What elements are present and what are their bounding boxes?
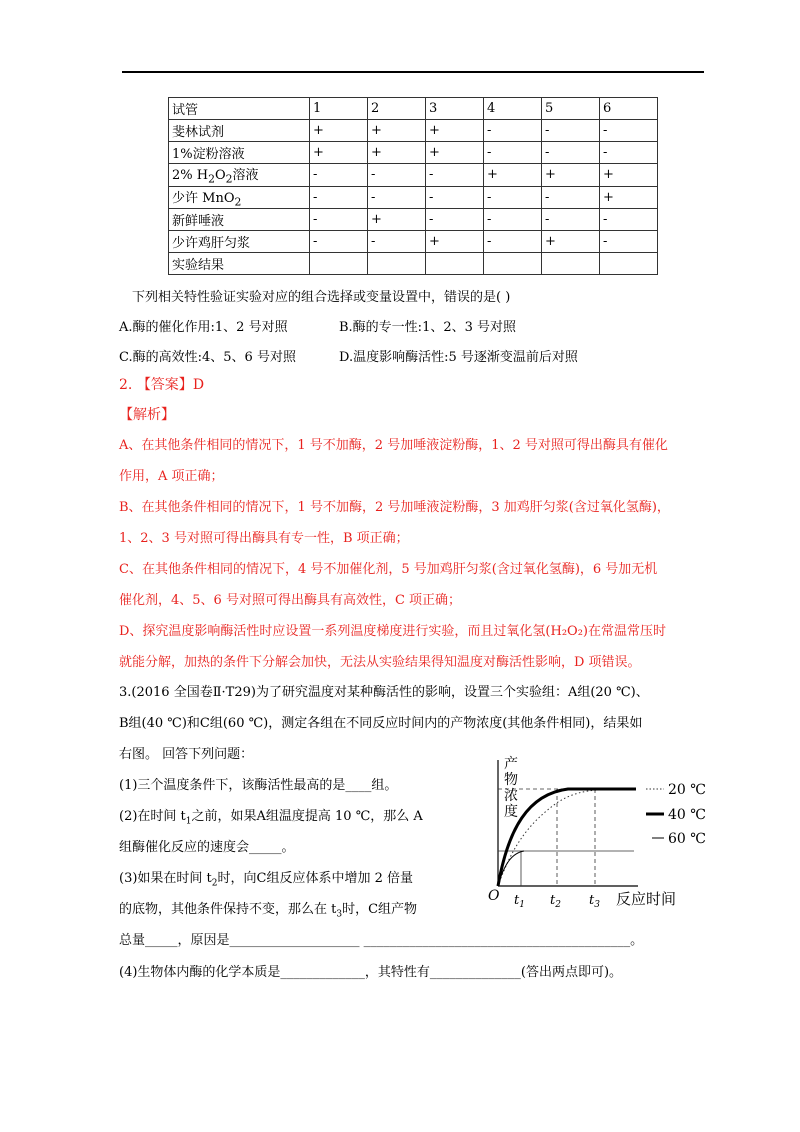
table-cell: + <box>368 120 426 142</box>
series-40c-line <box>498 789 636 886</box>
table-cell <box>426 253 484 275</box>
row-label: 新鲜唾液 <box>169 209 310 231</box>
table-row <box>169 253 658 275</box>
q3-sub2-cont: 组酶催化反应的速度会_____。 <box>119 840 295 855</box>
table-cell: - <box>426 209 484 231</box>
row-label: 少许鸡肝匀浆 <box>169 231 310 253</box>
table-row <box>169 186 658 209</box>
legend-20c-label: 20 ℃ <box>668 782 706 798</box>
table-cell: + <box>484 164 542 187</box>
table-cell: - <box>600 142 658 164</box>
table-cell: 5 <box>542 98 600 120</box>
q3-sub2: (2)在时间 $t_1$之前，如果A组温度提高 10 ℃，那么 A <box>119 809 423 827</box>
table-cell: + <box>426 231 484 253</box>
analysis-line: B、在其他条件相同的情况下，1 号不加酶，2 号加唾液淀粉酶，3 加鸡肝匀浆(含过氧化氢酶)， <box>119 500 670 515</box>
table-cell: 6 <box>600 98 658 120</box>
experiment-table <box>168 97 658 275</box>
legend-40c-label: 40 ℃ <box>668 807 706 823</box>
analysis-tag: 【解析】 <box>119 407 175 423</box>
table-cell: - <box>600 231 658 253</box>
table-cell: + <box>600 164 658 187</box>
table-cell: + <box>426 142 484 164</box>
analysis-line: 催化剂，4、5、6 号对照可得出酶具有高效性，C 项正确； <box>119 593 462 608</box>
analysis-line: A、在其他条件相同的情况下，1 号不加酶，2 号加唾液淀粉酶，1、2 号对照可得出酶具有催化 <box>119 438 668 453</box>
question-stem: 下列相关特性验证实验对应的组合选择或变量设置中，错误的是( ) <box>132 290 511 305</box>
analysis-line: 就能分解，加热的条件下分解会加快，无法从实验结果得知温度对酶活性影响，D 项错误。 <box>119 655 641 670</box>
table-cell: - <box>426 186 484 209</box>
q3-intro: B组(40 ℃)和C组(60 ℃)，测定各组在不同反应时间内的产物浓度(其他条件相同)，结果如 <box>119 716 643 731</box>
x-axis-label: 反应时间 <box>616 890 677 908</box>
q3-sub3-cont: 的底物，其他条件保持不变，那么在 $t_3$时，C组产物 <box>119 902 418 920</box>
answer-tag: 【答案】 <box>136 377 193 393</box>
table-cell: - <box>484 186 542 209</box>
q3-sub3-cont: 总量_____，原因是____________________ _________________________________________。 <box>119 933 644 948</box>
table-cell: - <box>600 209 658 231</box>
table-cell: - <box>310 231 368 253</box>
table-cell <box>368 253 426 275</box>
analysis-line: 1、2、3 号对照可得出酶具有专一性，B 项正确； <box>119 531 409 546</box>
table-cell: - <box>484 120 542 142</box>
row-label: 斐林试剂 <box>169 120 310 142</box>
table-row <box>169 120 658 142</box>
table-cell: + <box>542 231 600 253</box>
table-cell: - <box>368 186 426 209</box>
tick-label-t3: $t_3$ <box>589 893 600 910</box>
table-cell <box>484 253 542 275</box>
answer-number: 2. <box>119 377 133 393</box>
option-d: D.温度影响酶活性:5 号逐渐变温前后对照 <box>339 350 578 365</box>
table-row <box>169 209 658 231</box>
table-cell: - <box>542 209 600 231</box>
row-label: 1%淀粉溶液 <box>169 142 310 164</box>
analysis-line: 作用，A 项正确； <box>119 469 224 484</box>
table-cell: 2 <box>368 98 426 120</box>
tick-label-t1: $t_1$ <box>514 893 525 910</box>
table-cell <box>542 253 600 275</box>
table-cell: + <box>368 209 426 231</box>
answer-value: D <box>192 377 205 393</box>
table-cell: - <box>542 120 600 142</box>
legend-60c-label: 60 ℃ <box>668 831 706 847</box>
option-c: C.酶的高效性:4、5、6 号对照 <box>119 350 296 365</box>
table-cell: - <box>310 209 368 231</box>
table-cell: + <box>310 142 368 164</box>
table-row <box>169 142 658 164</box>
table-cell: 3 <box>426 98 484 120</box>
tick-label-t2: $t_2$ <box>550 893 561 910</box>
table-cell: + <box>368 142 426 164</box>
table-cell: + <box>600 186 658 209</box>
origin-label: O <box>488 888 500 904</box>
q3-intro: 右图。 回答下列问题： <box>119 747 254 762</box>
row-label: 2% $H_2O_2$溶液 <box>169 164 310 187</box>
enzyme-chart <box>478 754 710 914</box>
series-20c-line <box>498 789 636 886</box>
table-cell <box>600 253 658 275</box>
table-cell: + <box>310 120 368 142</box>
table-cell: - <box>310 186 368 209</box>
table-cell: - <box>484 231 542 253</box>
analysis-line: D、探究温度影响酶活性时应设置一系列温度梯度进行实验，而且过氧化氢(H₂O₂)在常温常压时 <box>119 624 666 639</box>
answer-line <box>119 374 204 394</box>
q3-sub4: (4)生物体内酶的化学本质是_____________，其特性有______________(答出两点即可)。 <box>119 965 623 980</box>
analysis-line: C、在其他条件相同的情况下，4 号不加催化剂，5 号加鸡肝匀浆(含过氧化氢酶)，6 号加无机 <box>119 562 658 577</box>
table-cell: 试管 <box>169 98 310 120</box>
header-rule <box>122 71 704 73</box>
table-cell: - <box>426 164 484 187</box>
q3-sub3: (3)如果在时间 $t_2$时，向C组反应体系中增加 2 倍量 <box>119 871 413 889</box>
row-label: 实验结果 <box>169 253 310 275</box>
table-cell: 1 <box>310 98 368 120</box>
table-row <box>169 164 658 187</box>
table-row <box>169 231 658 253</box>
y-axis-label: 产物浓度 <box>504 756 518 820</box>
table-cell: + <box>542 164 600 187</box>
q3-intro: 3.(2016 全国卷Ⅱ·T29)为了研究温度对某种酶活性的影响，设置三个实验组：A组(20 ℃)、 <box>119 685 649 700</box>
option-b: B.酶的专一性:1、2、3 号对照 <box>339 320 517 335</box>
table-cell: - <box>310 164 368 187</box>
table-cell: - <box>542 142 600 164</box>
table-cell: 4 <box>484 98 542 120</box>
table-header-row <box>169 98 658 120</box>
table-cell: - <box>600 120 658 142</box>
table-cell: - <box>368 231 426 253</box>
table-cell <box>310 253 368 275</box>
row-label: 少许 MnO$_2$ <box>169 186 310 209</box>
q3-sub1: (1)三个温度条件下，该酶活性最高的是____组。 <box>119 778 398 793</box>
table-cell: - <box>484 209 542 231</box>
option-a: A.酶的催化作用:1、2 号对照 <box>119 320 288 335</box>
table-cell: - <box>368 164 426 187</box>
table-cell: + <box>426 120 484 142</box>
table-cell: - <box>542 186 600 209</box>
table-cell: - <box>484 142 542 164</box>
